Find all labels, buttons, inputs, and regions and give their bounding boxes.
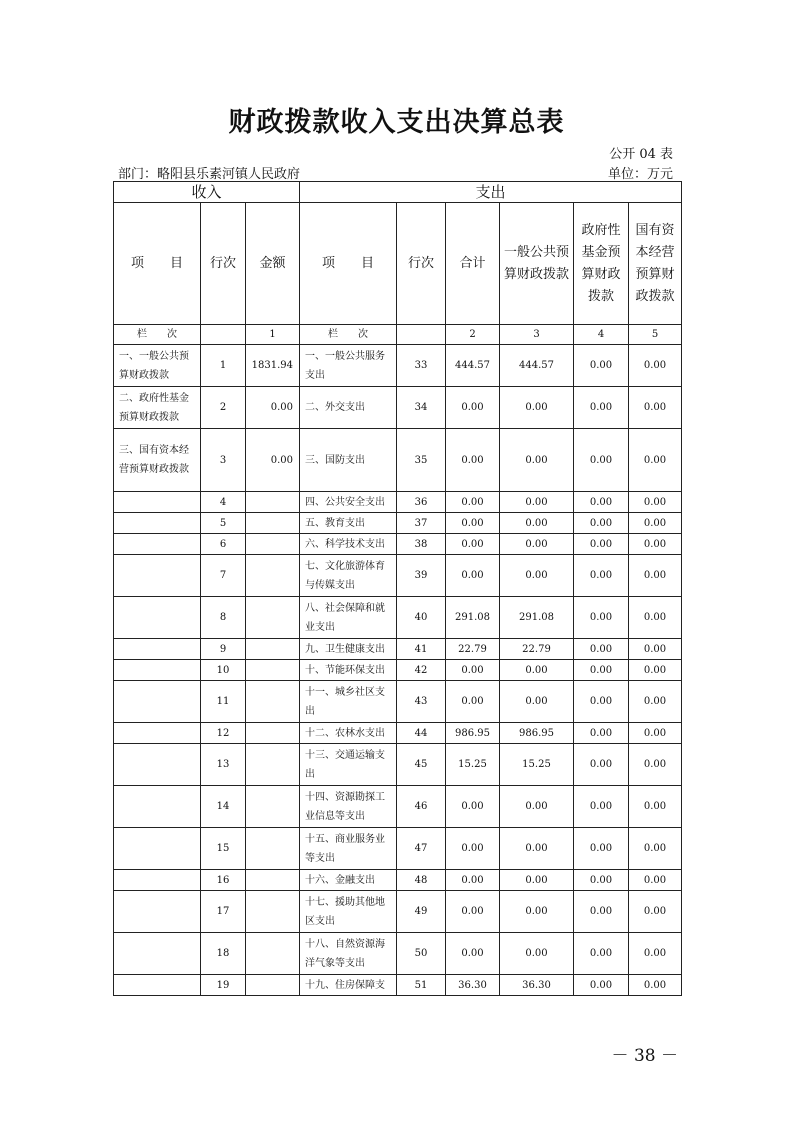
table-row <box>114 513 682 534</box>
total-cell: 0.00 <box>446 870 500 891</box>
general-budget-cell: 0.00 <box>500 429 574 492</box>
general-budget-cell: 0.00 <box>500 555 574 597</box>
income-item-cell <box>114 534 201 555</box>
state-capital-cell: 0.00 <box>629 870 682 891</box>
total-cell: 0.00 <box>446 660 500 681</box>
table-row <box>114 660 682 681</box>
state-capital-cell: 0.00 <box>629 534 682 555</box>
income-amount-cell <box>246 870 300 891</box>
income-row-cell: 14 <box>201 786 246 828</box>
total-cell: 0.00 <box>446 534 500 555</box>
income-amount-cell <box>246 891 300 933</box>
expense-item-cell: 五、教育支出 <box>300 513 397 534</box>
income-item-cell <box>114 513 201 534</box>
expense-item-cell: 十六、金融支出 <box>300 870 397 891</box>
expense-item-cell: 十三、交通运输支出 <box>300 744 397 786</box>
gov-fund-cell: 0.00 <box>574 555 629 597</box>
expense-item-cell: 六、科学技术支出 <box>300 534 397 555</box>
income-row-cell: 18 <box>201 933 246 975</box>
income-item-cell <box>114 639 201 660</box>
gov-fund-cell: 0.00 <box>574 933 629 975</box>
gov-fund-cell: 0.00 <box>574 492 629 513</box>
income-amount-cell <box>246 534 300 555</box>
header-general-budget: 一般公共预算财政拨款 <box>500 203 574 325</box>
income-row-cell: 7 <box>201 555 246 597</box>
income-item-cell <box>114 681 201 723</box>
table-row <box>114 387 682 429</box>
expense-item-cell: 十五、商业服务业等支出 <box>300 828 397 870</box>
column-header-row <box>114 203 682 325</box>
state-capital-cell: 0.00 <box>629 387 682 429</box>
state-capital-cell: 0.00 <box>629 744 682 786</box>
total-cell: 22.79 <box>446 639 500 660</box>
lanci-empty <box>201 325 246 345</box>
total-cell: 0.00 <box>446 933 500 975</box>
general-budget-cell: 0.00 <box>500 660 574 681</box>
income-row-cell: 1 <box>201 345 246 387</box>
lanci-number: 1 <box>246 325 300 345</box>
column-index-row <box>114 325 682 345</box>
header-gov-fund: 政府性基金预算财政拨款 <box>574 203 629 325</box>
lanci-label-expense: 栏 次 <box>300 325 397 345</box>
expense-item-cell: 十九、住房保障支 <box>300 975 397 996</box>
general-budget-cell: 291.08 <box>500 597 574 639</box>
table-row <box>114 492 682 513</box>
general-budget-cell: 444.57 <box>500 345 574 387</box>
expense-item-cell: 七、文化旅游体育与传媒支出 <box>300 555 397 597</box>
gov-fund-cell: 0.00 <box>574 597 629 639</box>
general-budget-cell: 22.79 <box>500 639 574 660</box>
expense-item-cell: 十四、资源勘探工业信息等支出 <box>300 786 397 828</box>
income-row-cell: 19 <box>201 975 246 996</box>
expense-row-cell: 43 <box>397 681 446 723</box>
expense-item-cell: 三、国防支出 <box>300 429 397 492</box>
general-budget-cell: 0.00 <box>500 681 574 723</box>
income-item-cell <box>114 492 201 513</box>
income-row-cell: 12 <box>201 723 246 744</box>
general-budget-cell: 36.30 <box>500 975 574 996</box>
expense-item-cell: 一、一般公共服务支出 <box>300 345 397 387</box>
table-row <box>114 933 682 975</box>
gov-fund-cell: 0.00 <box>574 786 629 828</box>
expense-row-cell: 47 <box>397 828 446 870</box>
header-income-row: 行次 <box>201 203 246 325</box>
general-budget-cell: 0.00 <box>500 933 574 975</box>
general-budget-cell: 0.00 <box>500 828 574 870</box>
state-capital-cell: 0.00 <box>629 513 682 534</box>
expense-row-cell: 44 <box>397 723 446 744</box>
expense-row-cell: 39 <box>397 555 446 597</box>
total-cell: 0.00 <box>446 387 500 429</box>
income-amount-cell: 0.00 <box>246 429 300 492</box>
total-cell: 0.00 <box>446 429 500 492</box>
header-expense-row: 行次 <box>397 203 446 325</box>
state-capital-cell: 0.00 <box>629 723 682 744</box>
gov-fund-cell: 0.00 <box>574 639 629 660</box>
total-cell: 36.30 <box>446 975 500 996</box>
total-cell: 444.57 <box>446 345 500 387</box>
section-income: 收入 <box>114 182 300 203</box>
income-item-cell <box>114 933 201 975</box>
expense-item-cell: 十八、自然资源海洋气象等支出 <box>300 933 397 975</box>
gov-fund-cell: 0.00 <box>574 870 629 891</box>
table-row <box>114 639 682 660</box>
gov-fund-cell: 0.00 <box>574 723 629 744</box>
general-budget-cell: 15.25 <box>500 744 574 786</box>
income-amount-cell <box>246 975 300 996</box>
income-amount-cell <box>246 639 300 660</box>
total-cell: 15.25 <box>446 744 500 786</box>
income-row-cell: 11 <box>201 681 246 723</box>
expense-row-cell: 37 <box>397 513 446 534</box>
table-row <box>114 597 682 639</box>
income-item-cell <box>114 975 201 996</box>
unit-label: 单位：万元 <box>607 167 673 182</box>
general-budget-cell: 0.00 <box>500 513 574 534</box>
total-cell: 0.00 <box>446 681 500 723</box>
gov-fund-cell: 0.00 <box>574 891 629 933</box>
income-item-cell: 三、国有资本经营预算财政拨款 <box>114 429 201 492</box>
table-row <box>114 786 682 828</box>
income-amount-cell <box>246 660 300 681</box>
income-row-cell: 16 <box>201 870 246 891</box>
state-capital-cell: 0.00 <box>629 891 682 933</box>
table-row <box>114 555 682 597</box>
expense-item-cell: 十二、农林水支出 <box>300 723 397 744</box>
income-item-cell <box>114 870 201 891</box>
income-row-cell: 13 <box>201 744 246 786</box>
state-capital-cell: 0.00 <box>629 555 682 597</box>
table-row <box>114 975 682 996</box>
income-amount-cell <box>246 933 300 975</box>
state-capital-cell: 0.00 <box>629 345 682 387</box>
general-budget-cell: 0.00 <box>500 534 574 555</box>
income-row-cell: 3 <box>201 429 246 492</box>
gov-fund-cell: 0.00 <box>574 975 629 996</box>
state-capital-cell: 0.00 <box>629 429 682 492</box>
expense-row-cell: 34 <box>397 387 446 429</box>
expense-item-cell: 十一、城乡社区支出 <box>300 681 397 723</box>
table-row <box>114 870 682 891</box>
state-capital-cell: 0.00 <box>629 681 682 723</box>
income-row-cell: 8 <box>201 597 246 639</box>
income-amount-cell <box>246 492 300 513</box>
general-budget-cell: 0.00 <box>500 492 574 513</box>
page-number: － 38 － <box>611 1046 678 1066</box>
income-row-cell: 6 <box>201 534 246 555</box>
general-budget-cell: 0.00 <box>500 387 574 429</box>
lanci-label-income: 栏 次 <box>114 325 201 345</box>
header-state-capital: 国有资本经营预算财政拨款 <box>629 203 682 325</box>
header-income-item: 项 目 <box>114 203 201 325</box>
table-row <box>114 681 682 723</box>
table-row <box>114 723 682 744</box>
header-expense-item: 项 目 <box>300 203 397 325</box>
income-amount-cell <box>246 828 300 870</box>
expense-item-cell: 八、社会保障和就业支出 <box>300 597 397 639</box>
state-capital-cell: 0.00 <box>629 597 682 639</box>
table-row <box>114 828 682 870</box>
table-row <box>114 891 682 933</box>
income-amount-cell <box>246 744 300 786</box>
table-code: 公开 04 表 <box>609 147 673 162</box>
income-row-cell: 5 <box>201 513 246 534</box>
income-amount-cell <box>246 786 300 828</box>
income-amount-cell <box>246 555 300 597</box>
gov-fund-cell: 0.00 <box>574 534 629 555</box>
expense-row-cell: 42 <box>397 660 446 681</box>
expense-row-cell: 38 <box>397 534 446 555</box>
gov-fund-cell: 0.00 <box>574 828 629 870</box>
header-income-amount: 金额 <box>246 203 300 325</box>
header-total: 合计 <box>446 203 500 325</box>
total-cell: 0.00 <box>446 786 500 828</box>
income-item-cell <box>114 786 201 828</box>
total-cell: 0.00 <box>446 555 500 597</box>
table-row <box>114 345 682 387</box>
expense-row-cell: 40 <box>397 597 446 639</box>
lanci-number: 3 <box>500 325 574 345</box>
expense-row-cell: 33 <box>397 345 446 387</box>
income-row-cell: 17 <box>201 891 246 933</box>
state-capital-cell: 0.00 <box>629 492 682 513</box>
gov-fund-cell: 0.00 <box>574 387 629 429</box>
income-item-cell: 二、政府性基金预算财政拨款 <box>114 387 201 429</box>
state-capital-cell: 0.00 <box>629 933 682 975</box>
table-row <box>114 429 682 492</box>
state-capital-cell: 0.00 <box>629 639 682 660</box>
section-header-row <box>114 182 682 203</box>
general-budget-cell: 986.95 <box>500 723 574 744</box>
income-item-cell <box>114 723 201 744</box>
expense-row-cell: 36 <box>397 492 446 513</box>
expense-item-cell: 十七、援助其他地区支出 <box>300 891 397 933</box>
table-row <box>114 534 682 555</box>
gov-fund-cell: 0.00 <box>574 429 629 492</box>
expense-item-cell: 十、节能环保支出 <box>300 660 397 681</box>
total-cell: 0.00 <box>446 513 500 534</box>
expense-row-cell: 46 <box>397 786 446 828</box>
income-item-cell <box>114 660 201 681</box>
income-amount-cell <box>246 597 300 639</box>
state-capital-cell: 0.00 <box>629 660 682 681</box>
general-budget-cell: 0.00 <box>500 786 574 828</box>
state-capital-cell: 0.00 <box>629 975 682 996</box>
income-row-cell: 2 <box>201 387 246 429</box>
income-item-cell <box>114 891 201 933</box>
gov-fund-cell: 0.00 <box>574 345 629 387</box>
state-capital-cell: 0.00 <box>629 786 682 828</box>
expense-row-cell: 45 <box>397 744 446 786</box>
expense-row-cell: 35 <box>397 429 446 492</box>
lanci-number: 2 <box>446 325 500 345</box>
income-row-cell: 4 <box>201 492 246 513</box>
lanci-number: 5 <box>629 325 682 345</box>
expense-row-cell: 48 <box>397 870 446 891</box>
expense-row-cell: 50 <box>397 933 446 975</box>
gov-fund-cell: 0.00 <box>574 744 629 786</box>
income-item-cell <box>114 555 201 597</box>
income-item-cell <box>114 744 201 786</box>
lanci-empty <box>397 325 446 345</box>
section-expense: 支出 <box>300 182 682 203</box>
total-cell: 291.08 <box>446 597 500 639</box>
income-amount-cell: 1831.94 <box>246 345 300 387</box>
expense-item-cell: 四、公共安全支出 <box>300 492 397 513</box>
income-row-cell: 9 <box>201 639 246 660</box>
total-cell: 0.00 <box>446 492 500 513</box>
income-amount-cell <box>246 681 300 723</box>
table-row <box>114 744 682 786</box>
income-row-cell: 10 <box>201 660 246 681</box>
page-title: 财政拨款收入支出决算总表 <box>228 107 565 138</box>
general-budget-cell: 0.00 <box>500 891 574 933</box>
income-amount-cell <box>246 723 300 744</box>
income-amount-cell <box>246 513 300 534</box>
income-row-cell: 15 <box>201 828 246 870</box>
total-cell: 0.00 <box>446 891 500 933</box>
total-cell: 986.95 <box>446 723 500 744</box>
gov-fund-cell: 0.00 <box>574 513 629 534</box>
lanci-number: 4 <box>574 325 629 345</box>
income-amount-cell: 0.00 <box>246 387 300 429</box>
general-budget-cell: 0.00 <box>500 870 574 891</box>
expense-item-cell: 九、卫生健康支出 <box>300 639 397 660</box>
state-capital-cell: 0.00 <box>629 828 682 870</box>
budget-table <box>113 181 682 996</box>
income-item-cell: 一、一般公共预算财政拨款 <box>114 345 201 387</box>
expense-row-cell: 49 <box>397 891 446 933</box>
gov-fund-cell: 0.00 <box>574 681 629 723</box>
income-item-cell <box>114 828 201 870</box>
expense-row-cell: 41 <box>397 639 446 660</box>
total-cell: 0.00 <box>446 828 500 870</box>
department-label: 部门：略阳县乐素河镇人民政府 <box>118 167 301 182</box>
expense-row-cell: 51 <box>397 975 446 996</box>
expense-item-cell: 二、外交支出 <box>300 387 397 429</box>
gov-fund-cell: 0.00 <box>574 660 629 681</box>
income-item-cell <box>114 597 201 639</box>
